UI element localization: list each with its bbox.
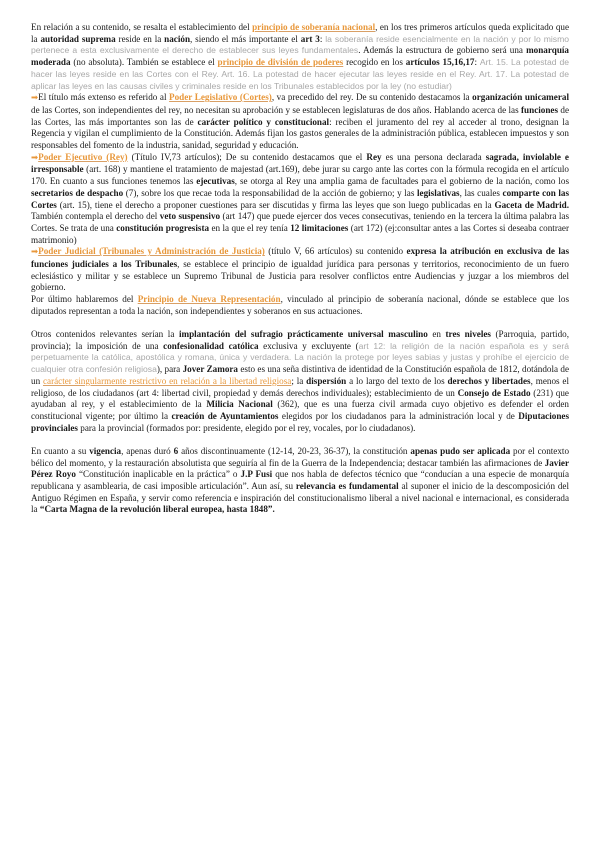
bold-term: ejecutivas — [196, 176, 235, 187]
text: El título más extenso es referido al — [38, 92, 170, 103]
text: (art. 168) y mantiene el tratamiento de majestad (art.169), debe jurar su cargo ante las cortes con la fórmula recogida en el artículo 170. En cuanto a sus funciones tenemos las — [31, 164, 569, 187]
quote-art3: la soberanía reside esencialmente en la nación y por lo mismo pertenece a esta exclusivamente el derecho de establecer sus leyes fundamentales — [31, 33, 570, 56]
highlight-libertad-religiosa: carácter singularmente restrictivo en relación a la libertad religiosa — [42, 375, 292, 386]
text: : reciben el juramento del rey al acceder al trono, designan la Regencia y vigilan el cumplimiento de la Constitución. Además fijan los gastos generales de la administración pública, establecen impuestos y son responsables del fomento de la industria, sanidad, seguridad y educación. — [31, 116, 569, 151]
paragraph-gap — [31, 318, 569, 330]
bold-term: autoridad suprema — [40, 33, 116, 44]
text: , se establece el principio de igualdad jurídica para personas y territorios, reconocimiento de un fuero eclesiástico y militar y se establece un Supremo Tribunal de Justicia para resolver conflictos entre Audiencias y juzgar a los miembros del gobierno. — [31, 259, 569, 293]
bold-term: derechos y libertades — [447, 375, 531, 386]
bold-term: secretarios de despacho — [31, 187, 124, 198]
bold-term: Gaceta de Madrid. — [494, 199, 569, 210]
bold-term: Consejo de Estado — [457, 387, 531, 398]
paragraph-poder-judicial — [31, 246, 569, 294]
text: recogido en los — [343, 57, 406, 68]
text: (art 147) que puede ejercer dos veces consecutivas, teniendo en la tercera la última palabra las Cortes. Se trata de una — [31, 211, 569, 233]
paragraph-gap — [31, 434, 569, 446]
text: (7), sobre los que recae toda la responsabilidad de la acción de gobierno; y las — [123, 187, 417, 198]
text: , va precedido del rey. De su contenido destacamos la — [271, 92, 473, 103]
bold-term: apenas pudo ser aplicada — [410, 445, 511, 456]
text: Otros contenidos relevantes serían la — [31, 329, 179, 340]
text: , vinculado al principio de soberanía nacional, dónde se establece que los diputados representan a toda la nación, son independientes y soberanos en sus actuaciones. — [31, 294, 569, 316]
paragraph-soberania — [31, 22, 569, 92]
highlight-division-poderes: principio de división de poderes — [217, 57, 344, 68]
text: En cuanto a su — [31, 445, 90, 456]
paragraph-poder-ejecutivo — [31, 152, 569, 247]
text: , las cuales — [459, 187, 503, 198]
text: (231) que ayudaban al rey, y el establecimiento de la — [31, 387, 569, 410]
bold-term: constitución progresista — [116, 222, 210, 233]
bold-term: creación de Ayuntamientos — [171, 411, 279, 421]
bold-term: Diputaciones provinciales — [31, 411, 569, 433]
text: , menos el religioso, de los ciudadanos (art 4: libertad civil, propiedad y demás derechos individuales); establecimiento de un — [31, 375, 569, 398]
arrow-right-icon: ➡ — [31, 93, 39, 104]
bold-term: Milicia Nacional — [206, 399, 273, 410]
bold-term: vigencia — [89, 445, 122, 456]
arrow-right-icon: ➡ — [31, 152, 39, 163]
text: También contempla el derecho del — [31, 211, 160, 222]
text: , siendo el más importante el — [190, 33, 301, 44]
text: por el contexto bélico del momento, y la restauración absolutista que seguiría al fin de la Guerra de la Independencia; destacar también las afirmaciones de — [31, 445, 570, 468]
bold-term: dispersión — [306, 375, 347, 386]
bold-term: comparte con las Cortes — [31, 187, 570, 210]
bold-term: expresa la atribución en exclusiva de las funciones judiciales a los Tribunales — [31, 246, 569, 270]
paragraph-vigencia — [31, 446, 569, 516]
quote-arts-15-17: Art. 15. La potestad de hacer las leyes reside en las Cortes con el Rey. Art. 16. La potestad de hacer ejecutar las leyes reside en el Rey. Art. 17. La potestad de aplicar las leyes en las causas civiles y criminales reside en los Tribunales establecidos por la ley (no estudiar) — [31, 57, 569, 91]
bold-term: 12 limitaciones — [290, 222, 349, 233]
text: En relación a su contenido, se resalta el establecimiento del — [31, 22, 253, 32]
text: , apenas duró — [121, 445, 174, 456]
text: (título V, 66 artículos) su contenido — [264, 246, 407, 257]
bold-term: sagrada, inviolable e irresponsable — [31, 151, 569, 175]
bold-term: implantación del sufragio prácticamente universal masculino — [178, 329, 428, 340]
bold-term: art 3 — [300, 33, 320, 44]
bold-term: 6 — [173, 445, 179, 456]
bold-term: Rey — [366, 151, 382, 162]
paragraph-otros-contenidos — [31, 329, 569, 434]
text: exclusiva y excluyente ( — [258, 340, 359, 351]
text: ; la — [291, 375, 307, 386]
paragraph-nueva-representacion — [31, 294, 569, 317]
bold-term: confesionalidad católica — [163, 340, 259, 351]
text: años discontinuamente (12-14, 20-23, 36-37), la constitución — [178, 445, 411, 456]
highlight-nueva-representacion: Principio de Nueva Representación — [137, 294, 281, 305]
bold-term: relevancia es fundamental — [295, 481, 399, 492]
text: (no absoluta). También se establece el — [70, 57, 218, 68]
quote-art12: art 12: la religión de la nación española es y será perpetuamente la católica, apostólica y romana, única y verdadera. La nación la protege por leyes sabias y justas y prohíbe el ejercicio de cualquier otra confesión religiosa — [31, 340, 569, 375]
text: es una persona declarada — [381, 151, 486, 162]
paragraph-poder-legislativo — [31, 92, 569, 152]
text: , en los tres primeros artículos queda explicitado que la — [31, 22, 569, 44]
text: , se otorga al Rey una amplia gama de facultades para el gobierno de la nación, como los — [234, 176, 569, 187]
text: que nos habla de defectos técnico que “conducían a una especie de monarquía republicana y asamblearia, de casi imposible articulación”. Aun así, su — [31, 469, 569, 492]
text: (362), que es una fuerza civil armada cuyo objetivo es defender el orden constitucional vigente; por último la — [31, 399, 569, 421]
text: de las Cortes, son independientes del rey, no necesitan su aprobación y se establecen legislaturas de dos años. Hablando acerca de las — [31, 104, 521, 115]
bold-term: Jover Zamora — [182, 364, 238, 375]
text: esto es una seña distintiva de identidad de la Constitución española de 1812, dotándola de un — [31, 364, 569, 386]
bold-term: “Carta Magna de la revolución liberal europea, hasta 1848”. — [39, 504, 275, 515]
bold-term: tres niveles — [445, 329, 491, 340]
highlight-poder-ejecutivo: Poder Ejecutivo (Rey) — [38, 151, 128, 162]
arrow-right-icon: ➡ — [31, 247, 39, 258]
highlight-poder-judicial: Poder Judicial (Tribunales y Administración de Justicia) — [38, 246, 265, 257]
bold-term: organización unicameral — [472, 92, 569, 103]
bold-term: carácter político y constitucional — [197, 116, 330, 127]
text: en — [427, 329, 446, 340]
bold-term: nación — [164, 33, 191, 44]
text: (art. 15), tiene el derecho a proponer cuestiones para ser discutidas y firma las leyes que son luego publicadas en la — [56, 199, 495, 210]
text: para la provincial (formados por: presidente, elegido por el rey, vocales, por lo ciudadanos). — [77, 422, 416, 433]
bold-term: artículos 15,16,17 — [405, 57, 475, 68]
bold-term: veto suspensivo — [159, 211, 221, 222]
bold-term: legislativas — [417, 187, 460, 198]
bold-term: funciones — [521, 104, 559, 115]
text: . Además la estructura de gobierno será una — [358, 45, 527, 56]
bold-term: monarquía moderada — [31, 45, 569, 68]
text: (Parroquia, partido, provincia); la imposición de una — [31, 329, 569, 351]
text: Por último hablaremos del — [31, 294, 138, 305]
bold-term: J.P Fusi — [240, 469, 273, 480]
text: (Título IV,73 artículos); De su contenido destacamos que el — [127, 151, 367, 162]
text: reside en la — [115, 33, 165, 44]
highlight-soberania-nacional: principio de soberanía nacional — [252, 22, 376, 32]
text: (art 172) (ej:consultar antes a las Cortes si deseaba contraer matrimonio) — [31, 222, 569, 245]
text: en la que el rey tenía — [209, 222, 291, 233]
text: de las Cortes, las más importantes son las de — [31, 104, 569, 127]
text: a lo largo del texto de los — [346, 375, 448, 386]
text: : — [319, 33, 326, 44]
text: al suponer el inicio de la descomposición del Antiguo Régimen en España, y servir como referencia e inspiración del constitucionalismo liberal a nivel nacional e internacional, es considerada la — [31, 481, 569, 515]
bold-term: Javier Pérez Royo — [31, 457, 569, 480]
text: “Constitución inaplicable en la práctica” o — [75, 469, 241, 480]
highlight-poder-legislativo: Poder Legislativo (Cortes) — [169, 92, 272, 103]
text: elegidos por los ciudadanos para la administración local y de — [278, 411, 519, 421]
text: : — [474, 57, 480, 68]
text: ), para — [156, 364, 183, 375]
